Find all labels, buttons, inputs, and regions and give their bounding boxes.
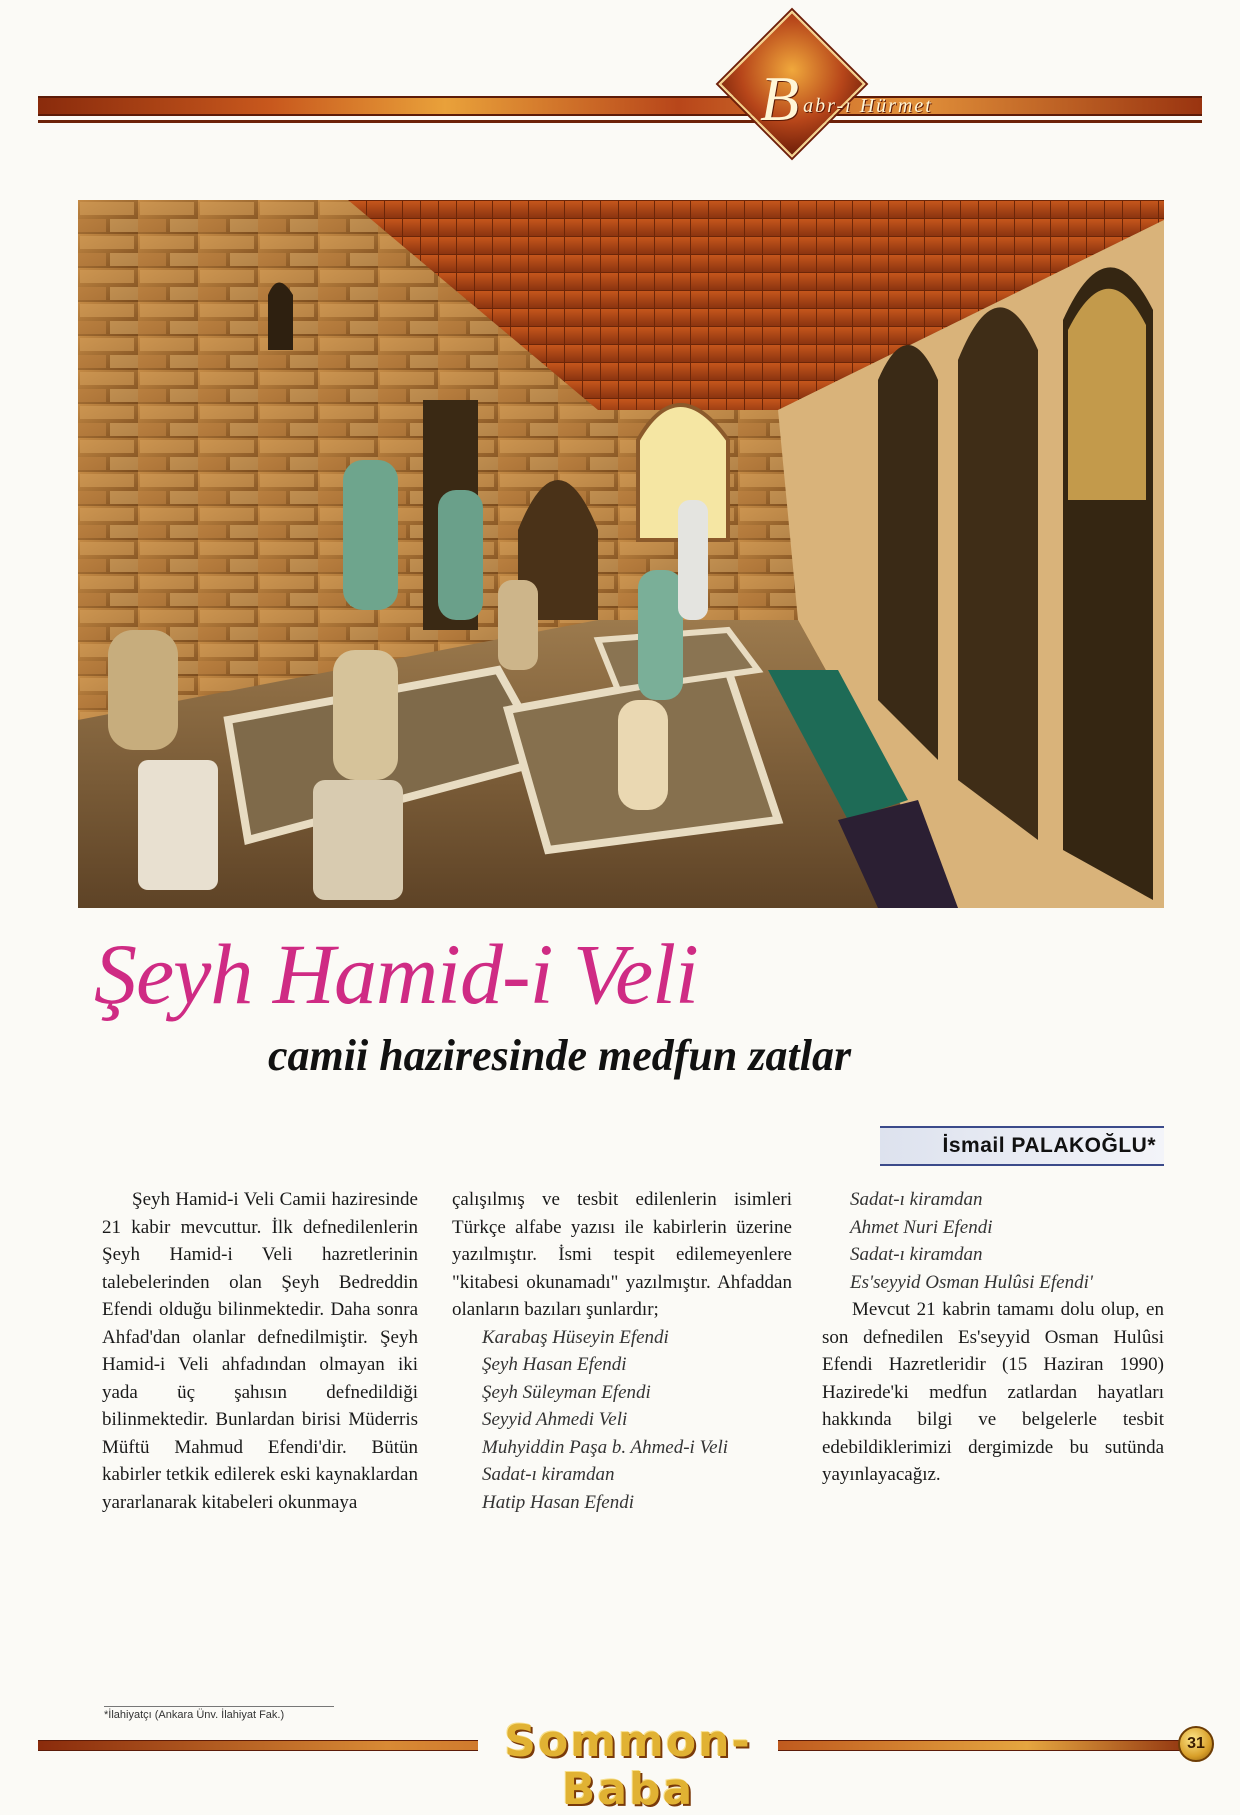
list-item: Sadat-ı kiramdan [482, 1464, 615, 1485]
article-column-3 [822, 1186, 1164, 1489]
list-item: Hatip Hasan Efendi [482, 1491, 634, 1513]
header-band-rule [38, 120, 1202, 123]
list-item: Şeyh Hasan Efendi [482, 1354, 627, 1375]
descendant-names-list-continued [822, 1186, 1164, 1296]
descendant-names-list [452, 1324, 792, 1517]
section-initial: B [760, 63, 800, 134]
article-column-1 [102, 1186, 418, 1516]
article-subtitle: camii haziresinde medfun zatlar [268, 1031, 852, 1080]
list-item: Karabaş Hüseyin Efendi [482, 1326, 669, 1348]
grave-courtyard-photo [78, 200, 1164, 908]
list-item: Sadat-ı kiramdan [850, 1189, 983, 1210]
list-item: Sadat-ı kiramdan [850, 1244, 983, 1265]
list-item: Şeyh Süleyman Efendi [482, 1381, 651, 1403]
article-column-2 [452, 1186, 792, 1516]
article-title: Şeyh Hamid-i Veli [94, 926, 698, 1022]
list-item: Ahmet Nuri Efendi [850, 1216, 993, 1238]
author-box [880, 1126, 1164, 1166]
list-item: Muhyiddin Paşa b. Ahmed-i Veli [482, 1436, 729, 1458]
column-3-text: Mevcut 21 kabrin tamamı dolu olup, en son defnedilen Es'seyyid Osman Hulûsi Efendi Hazretleridir (15 Haziran 1990) Hazirede'ki medfun zatlardan hayatları hakkında bilgi ve belgelerle tesbit edebildiklerimizi dergimizde bu sutünda yayınlayacağız. [822, 1299, 1164, 1485]
section-name: abr-ı Hürmet [803, 95, 933, 117]
header-band [38, 96, 1202, 116]
author-footnote: *İlahiyatçı (Ankara Ünv. İlahiyat Fak.) [104, 1706, 334, 1721]
column-2-text: çalışılmış ve tesbit edilenlerin isimleri Türkçe alfabe yazısı ile kabirlerin üzerine yazılmıştır. İsmi tespit edilemeyenlere "kitabesi okunamadı" yazılmıştır. Ahfaddan olanların bazıları şunlardır; [452, 1189, 792, 1320]
section-header [760, 63, 933, 134]
page-number: 31 [1178, 1726, 1214, 1762]
column-1-text: Şeyh Hamid-i Veli Camii haziresinde 21 kabir mevcuttur. İlk defnedilenlerin Şeyh Hamid-i Veli hazretlerinin talebelerinden olan Şeyh Bedreddin Efendi olduğu bilinmektedir. Daha sonra Ahfad'dan olanlar defnedilmiştir. Şeyh Hamid-i Veli ahfadından olmayan iki yada üç şahısın defnedildiği bilinmektedir. Bunlardan birisi Müderris Müftü Mahmud Efendi'dir. Bütün kabirler tetkik edilerek eski kaynaklardan yararlanarak kitabeleri okunmaya [102, 1189, 418, 1513]
magazine-logo: Sommon-Baba [478, 1718, 778, 1814]
list-item: Seyyid Ahmedi Veli [482, 1409, 628, 1430]
list-item: Es'seyyid Osman Hulûsi Efendi' [850, 1271, 1093, 1293]
author-name: İsmail PALAKOĞLU* [942, 1134, 1156, 1157]
